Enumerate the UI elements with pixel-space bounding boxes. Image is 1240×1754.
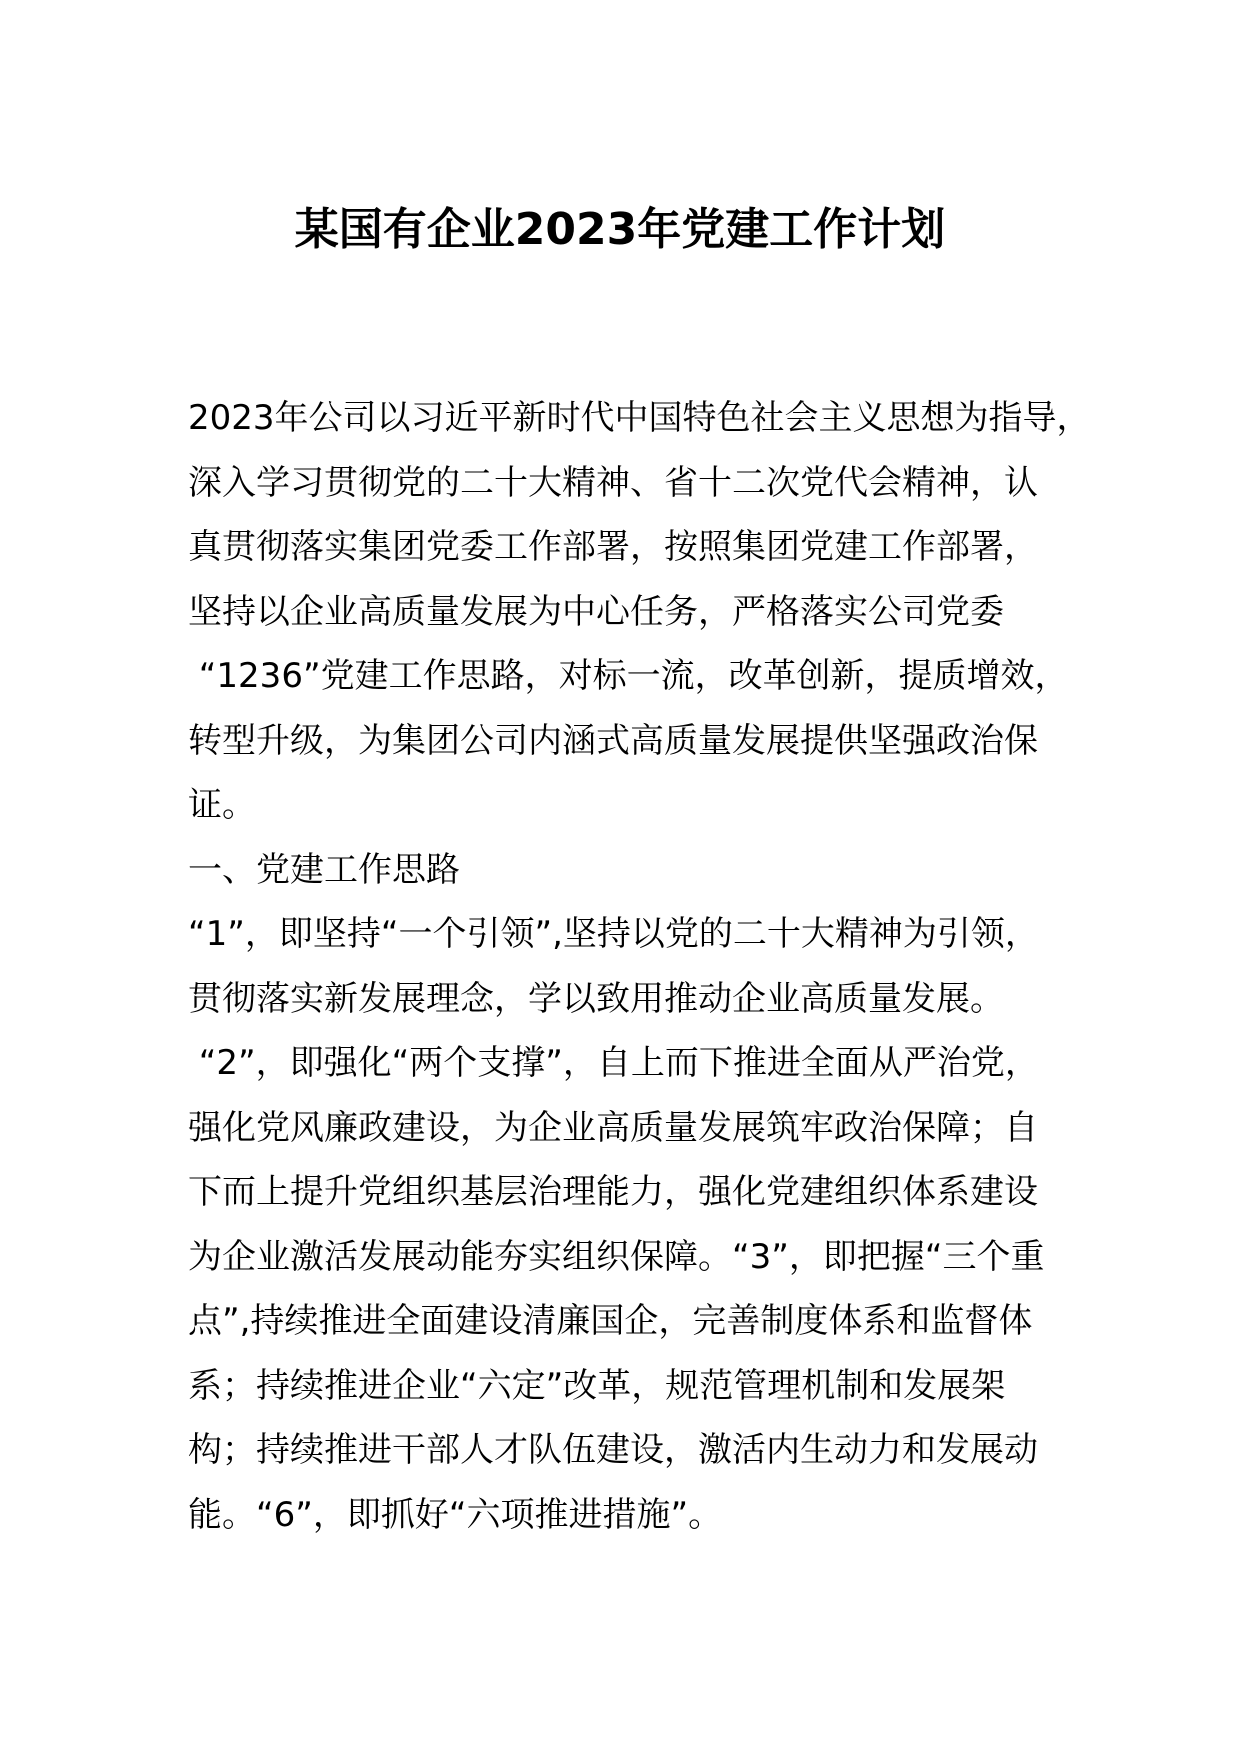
body-line: 系；持续推进企业“六定”改革，规范管理机制和发展架: [188, 1365, 1006, 1406]
body-line: 贯彻落实新发展理念，学以致用推动企业高质量发展。: [188, 978, 1004, 1019]
body-line: 深入学习贯彻党的二十大精神、省十二次党代会精神，认: [188, 462, 1038, 503]
body-line: 证。: [188, 785, 256, 825]
document-title: 某国有企业2023年党建工作计划: [294, 204, 946, 255]
body-line: 真贯彻落实集团党委工作部署，按照集团党建工作部署，: [188, 527, 1038, 567]
body-line: 转型升级，为集团公司内涵式高质量发展提供坚强政治保: [188, 720, 1038, 761]
body-line: 2023年公司以习近平新时代中国特色社会主义思想为指导，: [188, 398, 1091, 438]
body-line: 点”,持续推进全面建设清廉国企，完善制度体系和监督体: [188, 1301, 1033, 1341]
body-line: 构；持续推进干部人才队伍建设，激活内生动力和发展动: [188, 1430, 1038, 1470]
body-line: 坚持以企业高质量发展为中心任务，严格落实公司党委: [188, 591, 1004, 632]
body-line: “1”，即坚持“一个引领”,坚持以党的二十大精神为引领，: [188, 914, 1039, 954]
body-line: 下而上提升党组织基层治理能力，强化党建组织体系建设: [188, 1172, 1038, 1212]
body-line: 能。“6”，即抓好“六项推进措施”。: [188, 1494, 723, 1535]
document-body: [188, 386, 1091, 1547]
body-line: “2”，即强化“两个支撑”，自上而下推进全面从严治党，: [188, 1043, 1039, 1083]
body-line: 为企业激活发展动能夯实组织保障。“3”，即把握“三个重: [188, 1236, 1045, 1277]
body-line: 强化党风廉政建设，为企业高质量发展筑牢政治保障；自: [188, 1107, 1038, 1148]
body-line: “1236”党建工作思路，对标一流，改革创新，提质增效，: [188, 656, 1069, 696]
section-heading: 一、党建工作思路: [188, 849, 460, 890]
